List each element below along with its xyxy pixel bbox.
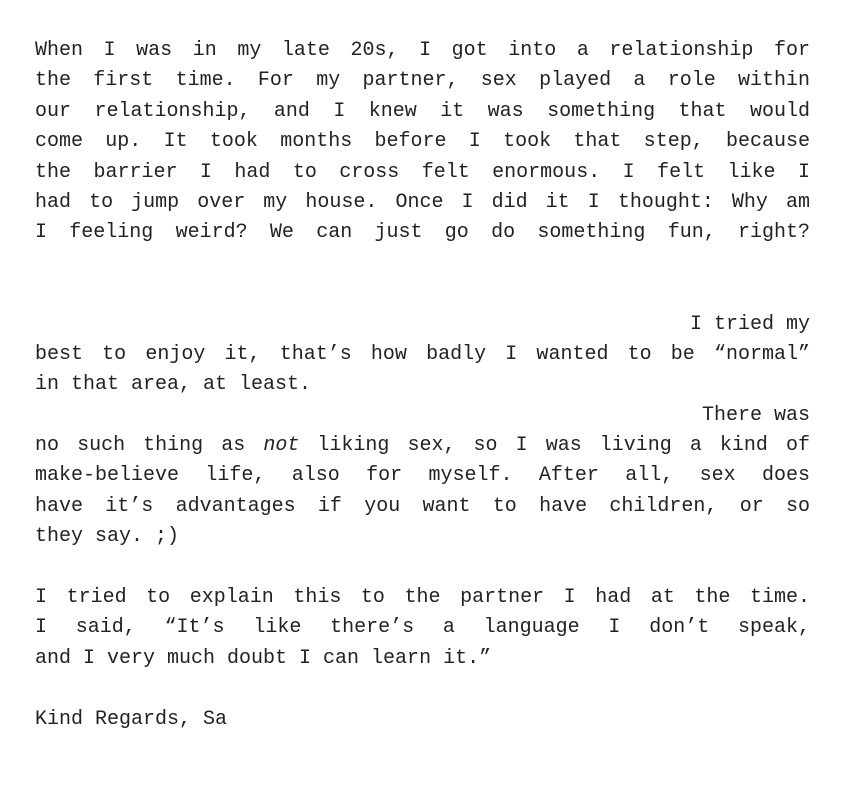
text-line: I tried my [689,312,810,336]
text-line: I said, “It’s like there’s a language I don’t speak, [35,616,810,640]
text-line: they say. ;) [35,525,180,549]
paragraph-2 [35,310,810,401]
text-line: There was [701,403,810,427]
text-line: best to enjoy it, that’s how badly I wanted to be “normal” [35,342,810,366]
paragraph-spacer [35,553,810,583]
text-line: I feeling weird? We can just go do something fun, right? [35,221,810,245]
text-line: When I was in my late 20s, I got into a relationship for [35,39,810,62]
paragraph-spacer [35,674,810,704]
text-line: I tried to explain this to the partner I had at the time. [35,586,810,610]
text-line: have it’s advantages if you want to have children, or so [35,494,810,518]
paragraph-4 [35,583,810,674]
text-line: make-believe life, also for myself. After all, sex does [35,464,810,488]
text-line-with-emphasis [35,431,810,461]
text-line: the barrier I had to cross felt enormous. I felt like I [35,160,810,184]
paragraph-spacer [35,249,810,310]
emphasized-word: not [263,434,300,458]
text-line: had to jump over my house. Once I did it I thought: Why am [35,190,810,214]
text-line: come up. It took months before I took that step, because [35,130,810,154]
signoff: Kind Regards, Sa [35,707,228,731]
text-fragment: liking sex, so I was living a kind of [299,434,810,458]
text-line: the first time. For my partner, sex played a role within [35,69,810,93]
text-line: our relationship, and I knew it was something that would [35,99,810,123]
text-line: and I very much doubt I can learn it.” [35,646,492,670]
letter-body [35,36,810,735]
paragraph-1 [35,36,810,249]
text-fragment: no such thing as [35,434,264,458]
text-line: in that area, at least. [35,373,312,397]
paragraph-3 [35,401,810,553]
